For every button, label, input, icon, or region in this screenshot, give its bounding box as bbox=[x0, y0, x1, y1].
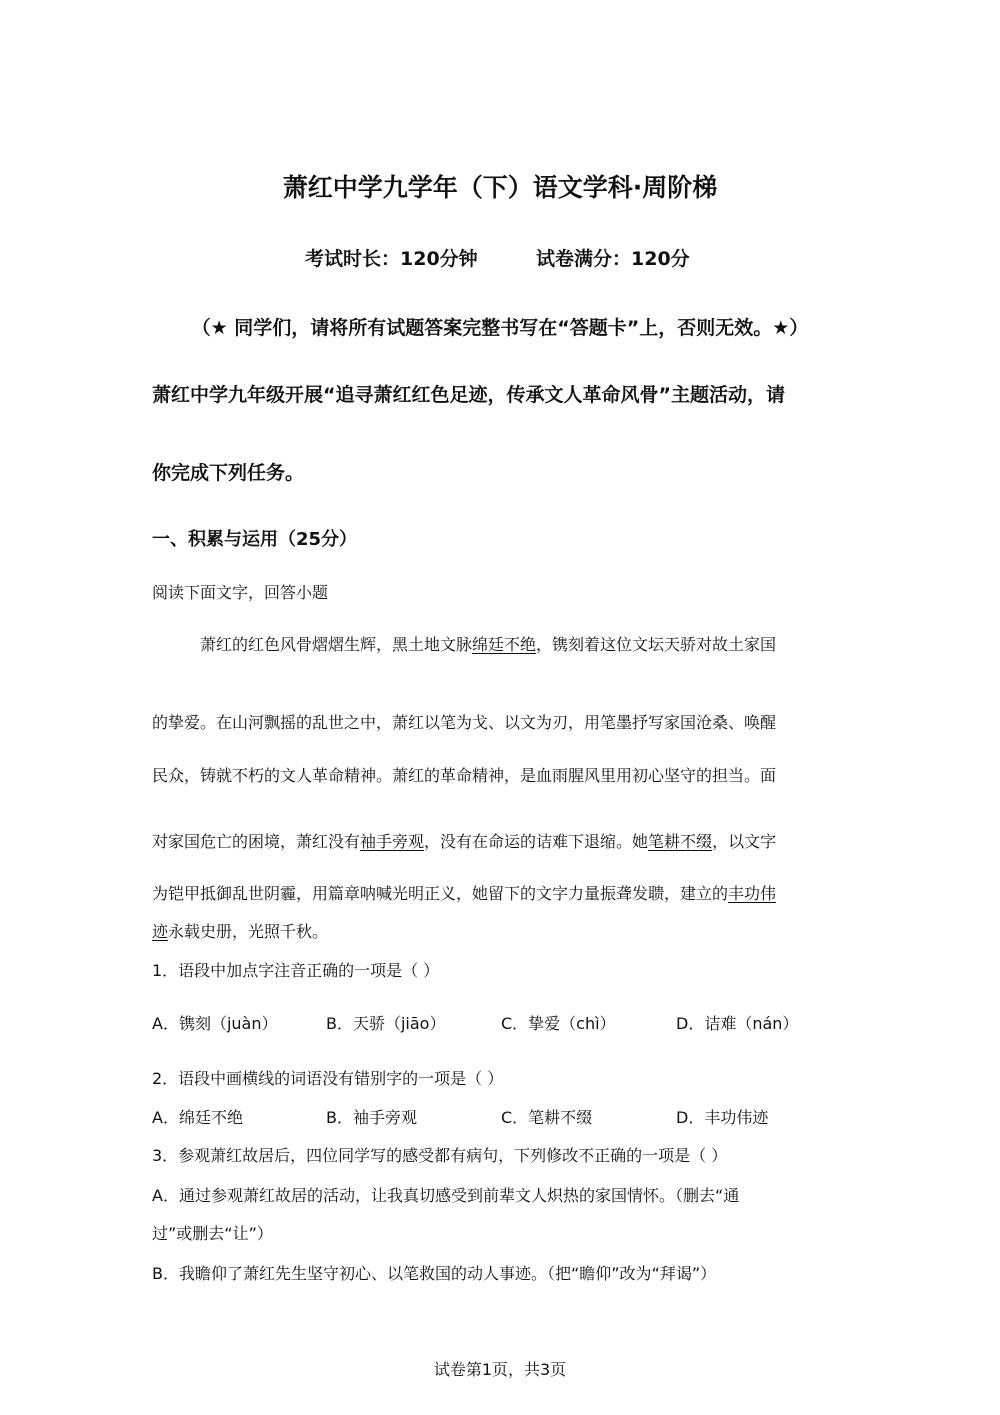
question-1: 1．语段中加点字注音正确的一项是（ ） bbox=[152, 961, 440, 980]
question-2-option-c: C．笔耕不缀 bbox=[501, 1108, 593, 1127]
question-1-option-a: A．镌刻（juàn） bbox=[152, 1014, 278, 1033]
question-2: 2．语段中画横线的词语没有错别字的一项是（ ） bbox=[152, 1069, 504, 1088]
passage-text: ，镌刻着这位文坛天骄对故土家国 bbox=[536, 635, 777, 654]
passage-text: ，以文字 bbox=[712, 832, 777, 851]
question-1-option-b: B．天骄（jiāo） bbox=[326, 1014, 446, 1033]
passage-line-4 bbox=[152, 829, 776, 852]
exam-duration: 考试时长：120分钟 bbox=[305, 248, 478, 270]
passage-text: 为铠甲抵御乱世阴霾，用篇章呐喊光明正义，她留下的文字力量振聋发聩，建立的 bbox=[152, 884, 729, 903]
question-1-option-d: D．诘难（nán） bbox=[676, 1014, 799, 1033]
question-3-option-a-line-1: A．通过参观萧红故居的活动，让我真切感受到前辈文人炽热的家国情怀。（删去“通 bbox=[152, 1186, 740, 1205]
question-3-option-b: B．我瞻仰了萧红先生坚守初心、以笔救国的动人事迹。（把“瞻仰”改为“拜谒”） bbox=[152, 1264, 717, 1283]
underlined-term: 笔耕不缀 bbox=[648, 832, 713, 851]
passage-text: ，没有在命运的诘难下退缩。她 bbox=[424, 832, 649, 851]
page-number: 试卷第1页，共3页 bbox=[433, 1360, 567, 1379]
passage-text: 永载史册，光照千秋。 bbox=[168, 922, 329, 941]
exam-full-score: 试卷满分：120分 bbox=[536, 248, 690, 270]
intro-line-2: 你完成下列任务。 bbox=[152, 462, 305, 484]
underlined-term: 丰功伟 bbox=[728, 884, 777, 903]
section-heading: 一、积累与运用（25分） bbox=[152, 529, 358, 550]
passage-line-1 bbox=[200, 632, 776, 655]
underlined-term: 袖手旁观 bbox=[360, 832, 425, 851]
underlined-term: 绵廷不绝 bbox=[472, 635, 537, 654]
passage-line-5 bbox=[152, 881, 776, 904]
question-3-option-a-line-2: 过”或删去“让”） bbox=[152, 1224, 273, 1243]
question-2-option-d: D．丰功伟迹 bbox=[676, 1108, 769, 1127]
underlined-term: 迹 bbox=[152, 922, 169, 941]
passage-text: 萧红的红色风骨熠熠生辉，黑土地文脉 bbox=[200, 635, 473, 654]
question-2-option-a: A．绵廷不绝 bbox=[152, 1108, 243, 1127]
passage-text: 对家国危亡的困境，萧红没有 bbox=[152, 832, 361, 851]
reading-instruction: 阅读下面文字，回答小题 bbox=[152, 583, 329, 602]
intro-line-1: 萧红中学九年级开展“追寻萧红红色足迹，传承文人革命风骨”主题活动，请 bbox=[152, 384, 785, 406]
answer-sheet-notice: （★ 同学们，请将所有试题答案完整书写在“答题卡”上，否则无效。★） bbox=[191, 317, 809, 339]
exam-title: 萧红中学九学年（下）语文学科·周阶梯 bbox=[282, 173, 718, 202]
passage-line-2: 的挚爱。在山河飘摇的乱世之中，萧红以笔为戈、以文为刃，用笔墨抒写家国沧桑、唤醒 bbox=[152, 713, 777, 732]
passage-line-6 bbox=[152, 919, 328, 942]
passage-line-3: 民众，铸就不朽的文人革命精神。萧红的革命精神，是血雨腥风里用初心坚守的担当。面 bbox=[152, 766, 777, 785]
question-1-option-c: C．挚爱（chì） bbox=[501, 1014, 616, 1033]
question-3: 3．参观萧红故居后，四位同学写的感受都有病句，下列修改不正确的一项是（ ） bbox=[152, 1146, 728, 1165]
question-2-option-b: B．袖手旁观 bbox=[326, 1108, 417, 1127]
